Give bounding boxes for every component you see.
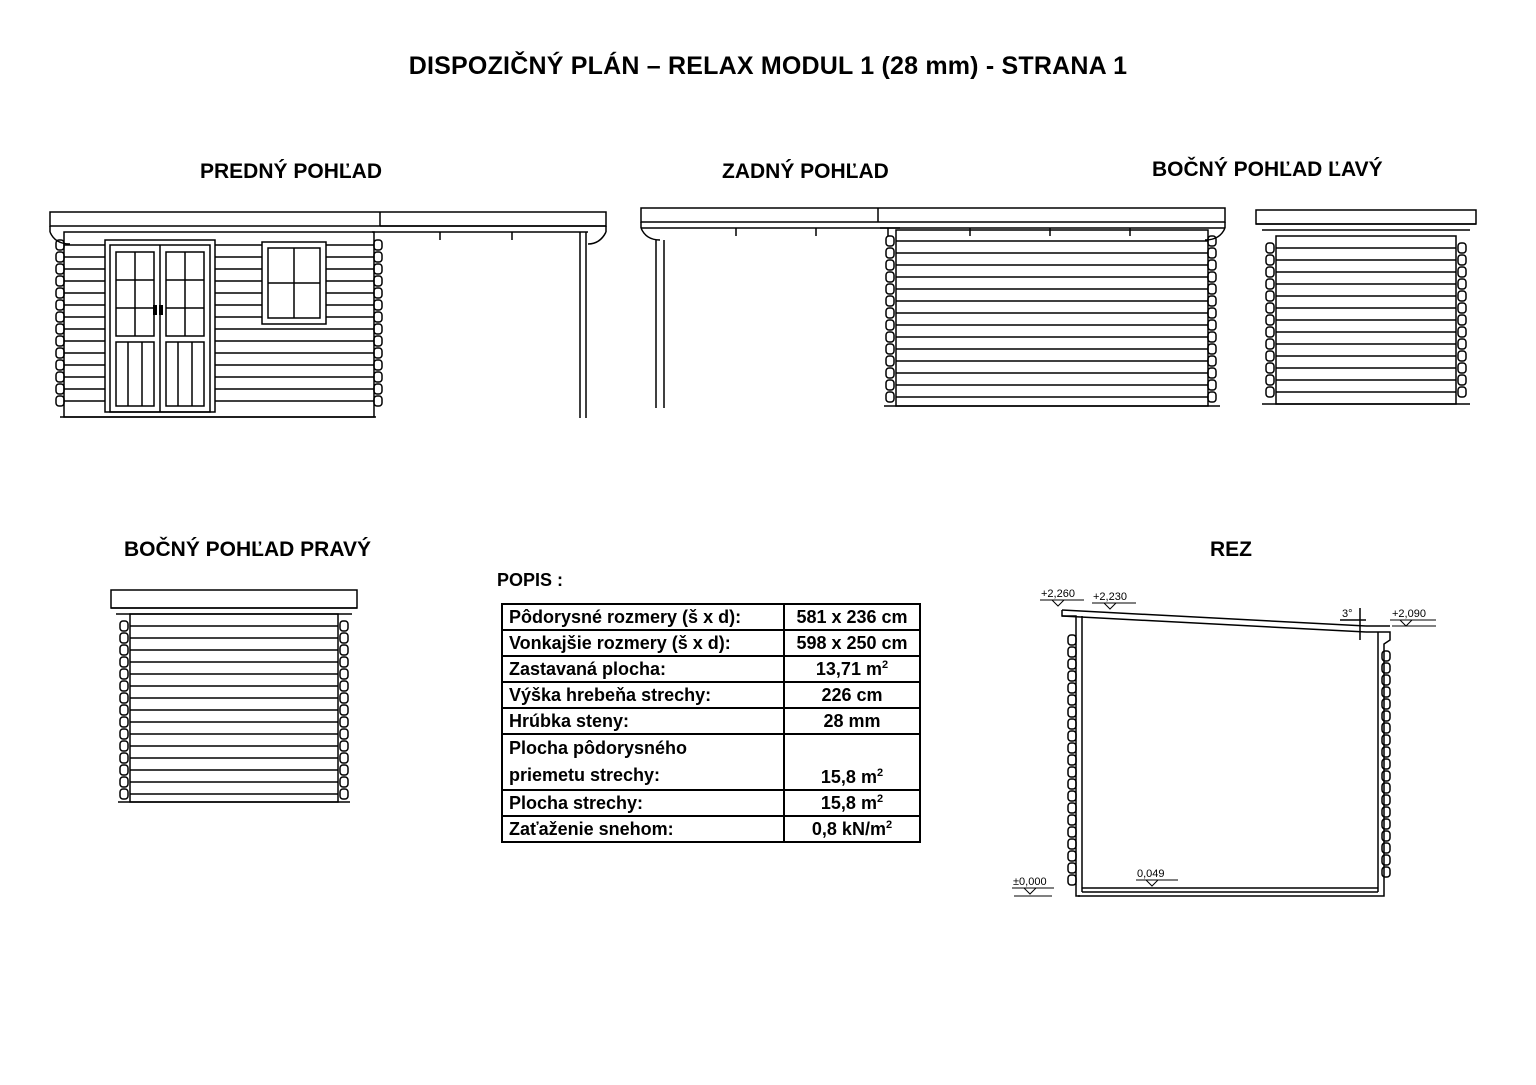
log-end xyxy=(1068,647,1076,657)
log-end xyxy=(1068,731,1076,741)
row-key: Výška hrebeňa strechy: xyxy=(502,682,784,708)
table-row xyxy=(502,734,920,790)
table-row xyxy=(502,656,920,682)
log-end xyxy=(1068,767,1076,777)
table-row xyxy=(502,604,920,630)
log-end xyxy=(1382,771,1390,781)
log-end xyxy=(1382,711,1390,721)
log-end xyxy=(1068,791,1076,801)
log-end xyxy=(1068,671,1076,681)
log-end xyxy=(1068,707,1076,717)
front-view-title: PREDNÝ POHĽAD xyxy=(200,160,383,183)
log-end xyxy=(1068,839,1076,849)
row-value: 28 mm xyxy=(784,708,920,734)
log-end xyxy=(1068,803,1076,813)
row-key: Zastavaná plocha: xyxy=(502,656,784,682)
log-end xyxy=(1382,783,1390,793)
level-floor: 0,049 xyxy=(1137,868,1165,880)
page-title: DISPOZIČNÝ PLÁN – RELAX MODUL 1 (28 mm) - STRANA 1 xyxy=(408,52,1128,80)
section-view-title: REZ xyxy=(1210,538,1252,561)
row-key: Hrúbka steny: xyxy=(502,708,784,734)
log-end xyxy=(1068,779,1076,789)
unit-superscript: 2 xyxy=(881,659,889,671)
log-end xyxy=(1382,867,1390,877)
log-end xyxy=(1068,863,1076,873)
log-end xyxy=(1382,831,1390,841)
unit-superscript: 2 xyxy=(876,767,884,779)
row-value: 15,8 $m^2$ xyxy=(784,790,920,816)
level-top-right: +2,090 xyxy=(1392,608,1426,620)
log-end xyxy=(1382,723,1390,733)
log-end xyxy=(1068,755,1076,765)
log-end xyxy=(1068,683,1076,693)
log-end xyxy=(1382,843,1390,853)
table-row xyxy=(502,682,920,708)
log-end xyxy=(1068,743,1076,753)
level-top-mid: +2,230 xyxy=(1093,591,1127,603)
log-end xyxy=(1382,759,1390,769)
log-end xyxy=(1382,819,1390,829)
row-value: 13,71 $m^2$ xyxy=(784,656,920,682)
table-row xyxy=(502,630,920,656)
log-end xyxy=(1068,659,1076,669)
log-end xyxy=(1382,855,1390,865)
log-end xyxy=(1068,815,1076,825)
level-ground: ±0,000 xyxy=(1013,876,1047,888)
left-side-view-title: BOČNÝ POHĽAD ĽAVÝ xyxy=(1152,158,1383,181)
log-end xyxy=(1068,875,1076,885)
table-row xyxy=(502,790,920,816)
row-value: 581 x 236 cm xyxy=(784,604,920,630)
description-label: POPIS : xyxy=(497,570,564,590)
row-key: Vonkajšie rozmery (š x d): xyxy=(502,630,784,656)
log-end xyxy=(1068,695,1076,705)
log-end xyxy=(1382,795,1390,805)
description-table xyxy=(501,603,921,843)
row-key: Plocha pôdorysného priemetu strechy: xyxy=(502,734,784,790)
table-row xyxy=(502,816,920,842)
unit-superscript: 2 xyxy=(876,793,884,805)
row-value: 226 cm xyxy=(784,682,920,708)
log-end xyxy=(1382,699,1390,709)
unit-superscript: 2 xyxy=(885,819,893,831)
log-end xyxy=(1382,687,1390,697)
log-end xyxy=(1382,747,1390,757)
row-key: Plocha strechy: xyxy=(502,790,784,816)
log-end xyxy=(1382,663,1390,673)
log-end xyxy=(1382,735,1390,745)
level-top-left: +2,260 xyxy=(1041,588,1075,600)
log-end xyxy=(1068,851,1076,861)
row-value: 15,8 $m^2$ xyxy=(784,734,920,790)
log-end xyxy=(1382,675,1390,685)
back-view-title: ZADNÝ POHĽAD xyxy=(722,160,889,183)
row-key: Zaťaženie snehom: xyxy=(502,816,784,842)
log-end xyxy=(1068,827,1076,837)
row-key: Pôdorysné rozmery (š x d): xyxy=(502,604,784,630)
row-value: 0,8 $kN/m^2$ xyxy=(784,816,920,842)
log-end xyxy=(1068,635,1076,645)
log-end xyxy=(1068,719,1076,729)
log-end xyxy=(1382,807,1390,817)
log-end xyxy=(1382,651,1390,661)
right-side-view-title: BOČNÝ POHĽAD PRAVÝ xyxy=(124,538,371,561)
roof-angle-label: 3° xyxy=(1342,608,1353,620)
row-value: 598 x 250 cm xyxy=(784,630,920,656)
table-row xyxy=(502,708,920,734)
